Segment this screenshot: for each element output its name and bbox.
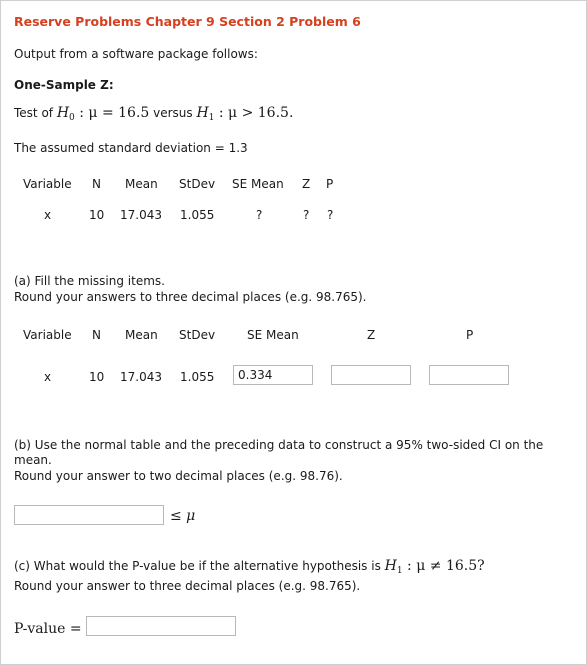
p-input[interactable] — [429, 365, 509, 385]
p-value-input[interactable] — [86, 616, 236, 636]
output-header-mean: Mean — [125, 177, 158, 191]
se-mean-input[interactable] — [233, 365, 313, 385]
answer-cell-stdev: 1.055 — [180, 370, 215, 384]
intro-text: Output from a software package follows: — [14, 47, 258, 61]
alternative-hypothesis: $H_1$ : μ > 16.5. — [196, 105, 294, 123]
ci-bound-suffix: ≤ μ — [170, 508, 196, 524]
hypothesis-prefix: Test of — [14, 106, 57, 120]
output-cell-n: 10 — [89, 208, 105, 222]
output-cell-variable: x — [44, 208, 52, 222]
output-cell-se-mean: ? — [256, 208, 263, 222]
problem-title: Reserve Problems Chapter 9 Section 2 Problem 6 — [14, 14, 361, 29]
output-cell-p: ? — [327, 208, 334, 222]
output-header-p: P — [326, 177, 334, 191]
output-header-n: N — [92, 177, 101, 191]
answer-header-se-mean: SE Mean — [247, 328, 299, 342]
output-cell-stdev: 1.055 — [180, 208, 215, 222]
part-c-question-text: (c) What would the P-value be if the alternative hypothesis is — [14, 559, 385, 573]
output-cell-z: ? — [303, 208, 310, 222]
ci-lower-bound-input[interactable] — [14, 505, 164, 525]
output-header-stdev: StDev — [179, 177, 216, 191]
output-header-se-mean: SE Mean — [232, 177, 284, 191]
std-dev-text: The assumed standard deviation = 1.3 — [14, 141, 248, 155]
null-hypothesis: $H_0$ : μ = 16.5 — [56, 105, 150, 123]
part-c-rounding: Round your answer to three decimal places (e.g. 98.765). — [14, 579, 361, 593]
test-heading: One-Sample Z: — [14, 78, 114, 92]
part-a-rounding: Round your answers to three decimal places (e.g. 98.765). — [14, 290, 367, 304]
part-b-instruction-cont: mean. — [14, 453, 52, 467]
answer-header-stdev: StDev — [179, 328, 216, 342]
part-c-question — [14, 558, 485, 576]
answer-header-variable: Variable — [23, 328, 72, 342]
output-header-variable: Variable — [23, 177, 72, 191]
answer-cell-variable: x — [44, 370, 52, 384]
part-a-instruction: (a) Fill the missing items. — [14, 274, 165, 288]
answer-header-p: P — [466, 328, 474, 342]
answer-header-z: Z — [367, 328, 376, 342]
output-cell-mean: 17.043 — [120, 208, 162, 222]
output-header-z: Z — [302, 177, 311, 191]
p-value-label: P-value = — [14, 621, 82, 637]
answer-cell-mean: 17.043 — [120, 370, 162, 384]
part-c-alternative-hypothesis: $H_1$ : μ ≠ 16.5? — [384, 558, 485, 576]
versus-text: versus — [149, 106, 197, 120]
answer-header-n: N — [92, 328, 101, 342]
part-b-instruction: (b) Use the normal table and the preceding data to construct a 95% two-sided CI on the — [14, 438, 544, 452]
answer-header-mean: Mean — [125, 328, 158, 342]
hypothesis-statement — [14, 105, 293, 123]
part-b-rounding: Round your answer to two decimal places (e.g. 98.76). — [14, 469, 343, 483]
z-input[interactable] — [331, 365, 411, 385]
answer-cell-n: 10 — [89, 370, 105, 384]
